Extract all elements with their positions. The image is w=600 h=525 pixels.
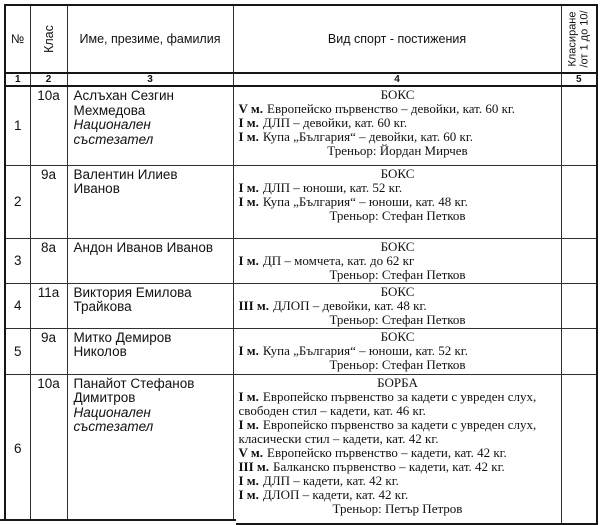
row-number-cell: 1	[5, 86, 30, 165]
header-ranking-label: Класиране /от 1 до 10/	[566, 10, 591, 68]
column-index-row	[5, 73, 597, 86]
table-row	[5, 328, 597, 374]
achievement-line: I м. ДП – момчета, кат. до 62 кг	[238, 252, 415, 268]
sport-cell	[233, 86, 561, 165]
achievement-line: III м. Балканско първенство – кадети, кат. 42 кг.	[238, 458, 505, 474]
class-cell: 11а	[30, 283, 67, 328]
trainer-line: Треньор: Стефан Петков	[329, 266, 466, 282]
achievement-line: I м. ДЛОП – кадети, кат. 42 кг.	[238, 486, 409, 502]
achievement-line: I м. Купа „България“ – девойки, кат. 60 кг.	[238, 129, 473, 144]
ranking-cell	[561, 283, 597, 328]
table-row	[5, 238, 597, 283]
trainer-line: Треньор: Стефан Петков	[329, 311, 466, 327]
name-cell	[67, 165, 233, 238]
sport-title: БОКС	[380, 328, 415, 344]
name-cell	[67, 374, 233, 524]
table-header-row	[5, 5, 597, 73]
table-row	[5, 374, 597, 524]
name-cell	[67, 328, 233, 374]
achievement-line: I м. Европейско първенство за кадети с увреден слух, свободен стил – кадети, кат. 46 кг.	[238, 388, 537, 418]
name-cell	[67, 283, 233, 328]
row-number-cell: 5	[5, 328, 30, 374]
class-cell: 10а	[30, 374, 67, 524]
athlete-name: Панайот Стефанов Димитров	[73, 375, 195, 405]
index-cell-5: 5	[561, 73, 597, 86]
athlete-name: Аслъхан Сезгин Мехмедова	[73, 88, 174, 118]
sport-cell	[233, 283, 561, 328]
table-row	[5, 165, 597, 238]
header-number-label: №	[11, 32, 25, 46]
achievement-line: I м. ДЛП – девойки, кат. 60 кг.	[238, 115, 408, 130]
table-row	[5, 86, 597, 165]
trainer-line: Треньор: Йордан Мирчев	[327, 143, 468, 158]
name-cell	[67, 238, 233, 283]
athlete-name: Андон Иванов Иванов	[73, 239, 214, 255]
sport-cell	[233, 328, 561, 374]
national-competitor-note: Национален състезател	[73, 117, 154, 147]
class-cell: 9а	[30, 328, 67, 374]
trainer-line: Треньор: Стефан Петков	[329, 356, 466, 372]
achievement-line: I м. Купа „България“ – юноши, кат. 52 кг.	[238, 342, 468, 358]
achievement-line: I м. ДЛП – кадети, кат. 42 кг.	[238, 472, 399, 488]
name-cell	[67, 86, 233, 165]
achievement-line: I м. Европейско първенство за кадети с увреден слух, класически стил – кадети, кат. 42 кг.	[238, 416, 537, 446]
achievement-line: V м. Европейско първенство – девойки, кат. 60 кг.	[238, 101, 516, 116]
header-cell-ranking	[561, 5, 597, 73]
sport-title: БОРБА	[377, 374, 418, 390]
header-cell-name	[67, 5, 233, 73]
achievement-line: I м. Купа „България“ – юноши, кат. 48 кг.	[238, 193, 468, 209]
sport-title: БОКС	[380, 87, 415, 102]
class-cell: 9а	[30, 165, 67, 238]
sport-cell	[233, 238, 561, 283]
trainer-line: Треньор: Стефан Петков	[329, 207, 466, 223]
ranking-cell	[561, 328, 597, 374]
athlete-name: Митко Демиров Николов	[73, 329, 172, 359]
trainer-line: Треньор: Петър Петров	[332, 500, 463, 516]
index-cell-4: 4	[233, 73, 561, 86]
class-cell: 10а	[30, 86, 67, 165]
header-class-label: Клас	[41, 25, 56, 53]
index-cell-2: 2	[30, 73, 67, 86]
sport-cell	[233, 165, 561, 238]
achievement-line: I м. ДЛП – юноши, кат. 52 кг.	[238, 179, 403, 195]
row-number-cell: 2	[5, 165, 30, 238]
header-name-label: Име, презиме, фамилия	[79, 32, 221, 46]
national-competitor-note: Национален състезател	[73, 404, 154, 434]
table-row	[5, 283, 597, 328]
bottom-border-line	[0, 519, 236, 525]
class-cell: 8а	[30, 238, 67, 283]
ranking-cell	[561, 165, 597, 238]
sports-achievements-table	[4, 4, 598, 525]
header-sport-label: Вид спорт - постижения	[327, 32, 467, 46]
sport-cell	[233, 374, 561, 524]
ranking-cell	[561, 238, 597, 283]
achievement-line: V м. Европейско първенство – кадети, кат. 42 кг.	[238, 444, 507, 460]
row-number-cell: 6	[5, 374, 30, 524]
header-cell-sport	[233, 5, 561, 73]
athlete-name: Виктория Емилова Трайкова	[73, 284, 192, 314]
ranking-cell	[561, 86, 597, 165]
index-cell-1: 1	[5, 73, 30, 86]
achievement-line: III м. ДЛОП – девойки, кат. 48 кг.	[238, 297, 427, 313]
sport-title: БОКС	[380, 283, 415, 299]
ranking-cell	[561, 374, 597, 524]
index-cell-3: 3	[67, 73, 233, 86]
sport-title: БОКС	[380, 165, 415, 181]
row-number-cell: 3	[5, 238, 30, 283]
sport-title: БОКС	[380, 238, 415, 254]
header-cell-class	[30, 5, 67, 73]
athlete-name: Валентин Илиев Иванов	[73, 166, 178, 196]
header-cell-number	[5, 5, 30, 73]
row-number-cell: 4	[5, 283, 30, 328]
